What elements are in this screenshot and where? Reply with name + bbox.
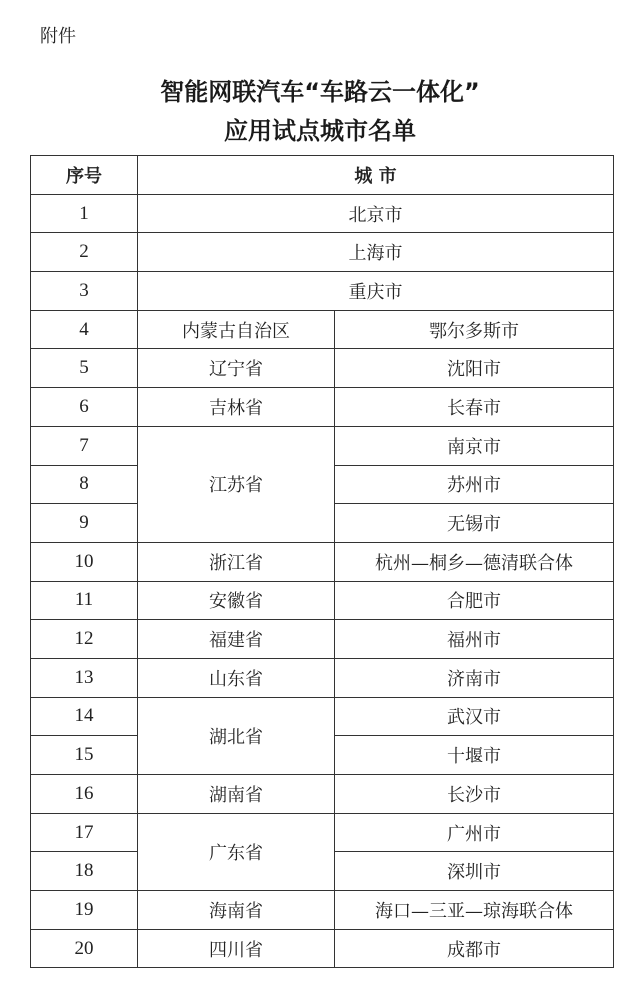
header-index: 序号 [31, 156, 138, 195]
city-cell: 福州市 [335, 620, 614, 659]
attachment-label: 附件 [40, 26, 76, 47]
table-row [31, 929, 614, 968]
row-number: 13 [31, 658, 138, 697]
table-row [31, 542, 614, 581]
city-cell: 十堰市 [335, 736, 614, 775]
table-header-row [31, 156, 614, 195]
table-row [31, 426, 614, 465]
city-cell: 北京市 [138, 194, 614, 233]
city-cell: 鄂尔多斯市 [335, 310, 614, 349]
city-cell: 无锡市 [335, 504, 614, 543]
city-cell: 沈阳市 [335, 349, 614, 388]
province-cell: 浙江省 [138, 542, 335, 581]
city-cell: 上海市 [138, 233, 614, 272]
table-row [31, 349, 614, 388]
table-row [31, 310, 614, 349]
province-cell: 辽宁省 [138, 349, 335, 388]
province-cell: 广东省 [138, 813, 335, 890]
table-row [31, 388, 614, 427]
row-number: 6 [31, 388, 138, 427]
row-number: 16 [31, 775, 138, 814]
document-subtitle: 应用试点城市名单 [224, 117, 416, 145]
row-number: 5 [31, 349, 138, 388]
province-cell: 安徽省 [138, 581, 335, 620]
table-row [31, 891, 614, 930]
city-cell: 南京市 [335, 426, 614, 465]
table-row [31, 194, 614, 233]
table-row [31, 658, 614, 697]
city-cell: 成都市 [335, 929, 614, 968]
row-number: 3 [31, 272, 138, 311]
row-number: 8 [31, 465, 138, 504]
row-number: 7 [31, 426, 138, 465]
row-number: 4 [31, 310, 138, 349]
row-number: 10 [31, 542, 138, 581]
city-cell: 长春市 [335, 388, 614, 427]
city-cell: 苏州市 [335, 465, 614, 504]
table-row [31, 620, 614, 659]
city-cell: 广州市 [335, 813, 614, 852]
row-number: 17 [31, 813, 138, 852]
table-row [31, 813, 614, 852]
province-cell: 四川省 [138, 929, 335, 968]
city-cell: 合肥市 [335, 581, 614, 620]
city-cell: 重庆市 [138, 272, 614, 311]
table-row [31, 581, 614, 620]
row-number: 2 [31, 233, 138, 272]
city-cell: 武汉市 [335, 697, 614, 736]
province-cell: 福建省 [138, 620, 335, 659]
row-number: 11 [31, 581, 138, 620]
table-row [31, 233, 614, 272]
province-cell: 海南省 [138, 891, 335, 930]
city-cell: 济南市 [335, 658, 614, 697]
table-row [31, 272, 614, 311]
row-number: 12 [31, 620, 138, 659]
row-number: 19 [31, 891, 138, 930]
table-row [31, 775, 614, 814]
province-cell: 内蒙古自治区 [138, 310, 335, 349]
pilot-city-table [30, 155, 614, 968]
row-number: 1 [31, 194, 138, 233]
city-cell: 深圳市 [335, 852, 614, 891]
province-cell: 江苏省 [138, 426, 335, 542]
row-number: 9 [31, 504, 138, 543]
province-cell: 湖北省 [138, 697, 335, 774]
city-cell: 海口—三亚—琼海联合体 [335, 891, 614, 930]
city-cell: 杭州—桐乡—德清联合体 [335, 542, 614, 581]
row-number: 20 [31, 929, 138, 968]
row-number: 14 [31, 697, 138, 736]
province-cell: 山东省 [138, 658, 335, 697]
province-cell: 湖南省 [138, 775, 335, 814]
document-title: 智能网联汽车“车路云一体化” [160, 78, 480, 106]
row-number: 18 [31, 852, 138, 891]
city-cell: 长沙市 [335, 775, 614, 814]
header-city: 城 市 [138, 156, 614, 195]
row-number: 15 [31, 736, 138, 775]
province-cell: 吉林省 [138, 388, 335, 427]
table-row [31, 697, 614, 736]
